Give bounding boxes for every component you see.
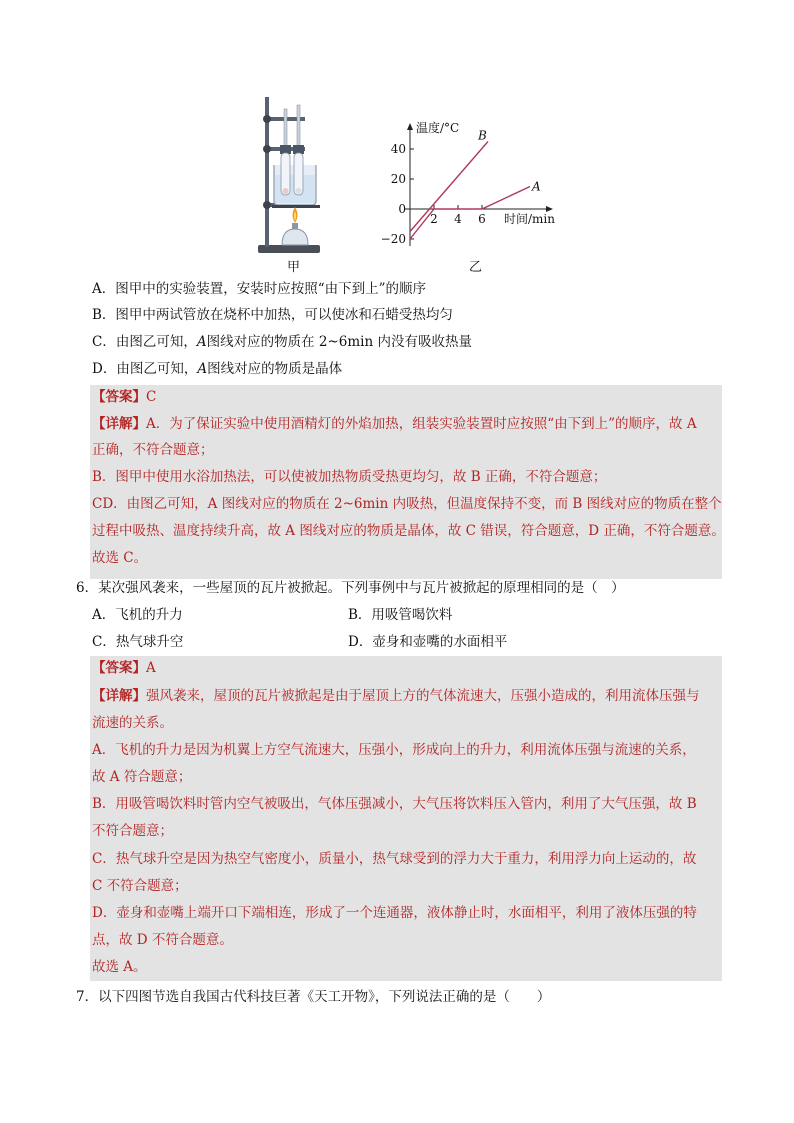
- temperature-graph: [382, 118, 562, 258]
- q6-option-d-letter: D．: [348, 634, 373, 650]
- figure-right-label: 乙: [469, 260, 483, 275]
- x-tick-label: 2: [430, 212, 438, 226]
- q5-option-a-text: 图甲中的实验装置，安装时应按照“由下到上”的顺序: [115, 281, 427, 297]
- y-axis-arrow: [407, 123, 413, 130]
- x-tick-label: 4: [454, 212, 462, 226]
- q5-detail-line-2: 正确，不符合题意；: [92, 442, 214, 458]
- q6-option-d: [348, 632, 507, 652]
- q6-option-c-text: 热气球升空: [115, 634, 184, 650]
- q5-option-b: [92, 305, 453, 325]
- q6-stem: 6．某次强风袭来，一些屋顶的瓦片被掀起。下列事例中与瓦片被掀起的原理相同的是（ ）: [76, 580, 625, 596]
- q5-option-d-line-label: A: [197, 361, 208, 377]
- q6-detail-tag: 【详解】: [92, 688, 146, 704]
- q6-detail-line-11: 故选 A。: [92, 959, 147, 975]
- q6-detail-line-4: 故 A 符合题意；: [92, 769, 192, 785]
- x-tick-label: 6: [478, 212, 486, 226]
- q6-detail-line-6: 不符合题意；: [92, 823, 173, 839]
- q6-detail-line-8: C 不符合题意；: [92, 878, 188, 894]
- q5-option-d: [92, 359, 342, 379]
- q5-detail-line-1: [92, 414, 697, 434]
- q6-option-b-text: 用吸管喝饮料: [371, 607, 453, 623]
- q5-option-c-line-label: A: [196, 334, 207, 350]
- apparatus-illustration: [250, 95, 330, 260]
- temperature-time-chart: [382, 118, 562, 258]
- x-axis-label: 时间/min: [504, 212, 555, 226]
- series-label-a: A: [532, 179, 541, 194]
- q6-answer-tag: 【答案】: [92, 660, 146, 676]
- q5-option-c-letter: C．: [92, 334, 116, 350]
- q5-option-b-letter: B．: [92, 307, 116, 323]
- q5-option-a-letter: A．: [92, 281, 116, 297]
- q5-answer-tag: 【答案】: [92, 389, 146, 405]
- q5-option-c-text: 由图乙可知，: [115, 334, 197, 350]
- q6-option-a-letter: A．: [92, 607, 116, 623]
- q5-option-d-letter: D．: [92, 361, 117, 377]
- y-axis-label: 温度/°C: [416, 121, 460, 135]
- series-label-b: B: [478, 128, 487, 143]
- q6-option-c: [92, 632, 183, 652]
- q5-detail-tag: 【详解】: [92, 416, 146, 432]
- q6-detail-line-7: C．热气球升空是因为热空气密度小，质量小，热气球受到的浮力大于重力，利用浮力向上运动的，故: [92, 851, 697, 867]
- q5-option-c: [92, 332, 472, 352]
- q6-option-b: [348, 605, 452, 625]
- q5-detail-line-6: 故选 C。: [92, 550, 148, 566]
- q5-detail-line-3: B．图甲中使用水浴加热法，可以使被加热物质受热更均匀，故 B 正确，不符合题意；: [92, 469, 607, 485]
- q6-option-a: [92, 605, 183, 625]
- q6-detail-line-3: A．飞机的升力是因为机翼上方空气流速大，压强小，形成向上的升力，利用流体压强与流速的关系，: [92, 742, 696, 758]
- y-tick-label: 40: [390, 142, 406, 156]
- q7-stem: 7．以下四图节选自我国古代科技巨著《天工开物》，下列说法正确的是（ ）: [76, 989, 551, 1005]
- q6-option-a-text: 飞机的升力: [115, 607, 183, 623]
- q6-option-c-letter: C．: [92, 634, 116, 650]
- q6-option-b-letter: B．: [348, 607, 372, 623]
- q5-detail-text-1: A．为了保证实验中使用酒精灯的外焰加热，组装实验装置时应按照“由下到上”的顺序，故 A: [146, 416, 697, 432]
- q6-detail-text-1: 强风袭来，屋顶的瓦片被掀起是由于屋顶上方的气体流速大，压强小造成的，利用流体压强与: [146, 688, 700, 704]
- q6-detail-line-10: 点，故 D 不符合题意。: [92, 932, 233, 948]
- q6-option-d-text: 壶身和壶嘴的水面相平: [372, 634, 508, 650]
- q5-option-d-text: 由图乙可知，: [116, 361, 198, 377]
- q5-option-c-rest: 图线对应的物质在 2~6min 内没有吸收热量: [206, 334, 472, 350]
- q6-detail-line-9: D．壶身和壶嘴上端开口下端相连，形成了一个连通器，液体静止时，水面相平，利用了液体压强的特: [92, 905, 697, 921]
- q5-detail-line-4: CD．由图乙可知，A 图线对应的物质在 2~6min 内吸热，但温度保持不变，而 B 图线对应的物质在整个: [92, 496, 722, 512]
- q5-option-b-text: 图甲中两试管放在烧杯中加热，可以使冰和石蜡受热均匀: [115, 307, 453, 323]
- q5-detail-line-5: 过程中吸热、温度持续升高，故 A 图线对应的物质是晶体，故 C 错误，符合题意，D 正确，不符合题意。: [92, 523, 725, 539]
- q5-option-d-rest: 图线对应的物质是晶体: [207, 361, 343, 377]
- figure-left-label: 甲: [287, 260, 301, 275]
- q5-answer-line: [92, 387, 156, 407]
- q6-detail-line-5: B．用吸管喝饮料时管内空气被吸出，气体压强减小，大气压将饮料压入管内，利用了大气压强，故 B: [92, 796, 697, 812]
- q6-answer-line: [92, 658, 156, 678]
- q6-detail-line-1: [92, 686, 700, 706]
- y-tick-label: 20: [390, 172, 406, 186]
- q6-detail-line-2: 流速的关系。: [92, 715, 173, 731]
- series-line-b: [410, 142, 488, 232]
- apparatus-figure: [250, 95, 330, 260]
- q6-answer: A: [146, 660, 156, 676]
- q5-option-a: [92, 279, 426, 299]
- y-tick-label: −20: [382, 232, 406, 246]
- q6-answer-block: [90, 656, 722, 981]
- q5-answer-block: [90, 385, 725, 579]
- q5-answer: C: [146, 389, 157, 405]
- y-tick-label: 0: [398, 202, 406, 216]
